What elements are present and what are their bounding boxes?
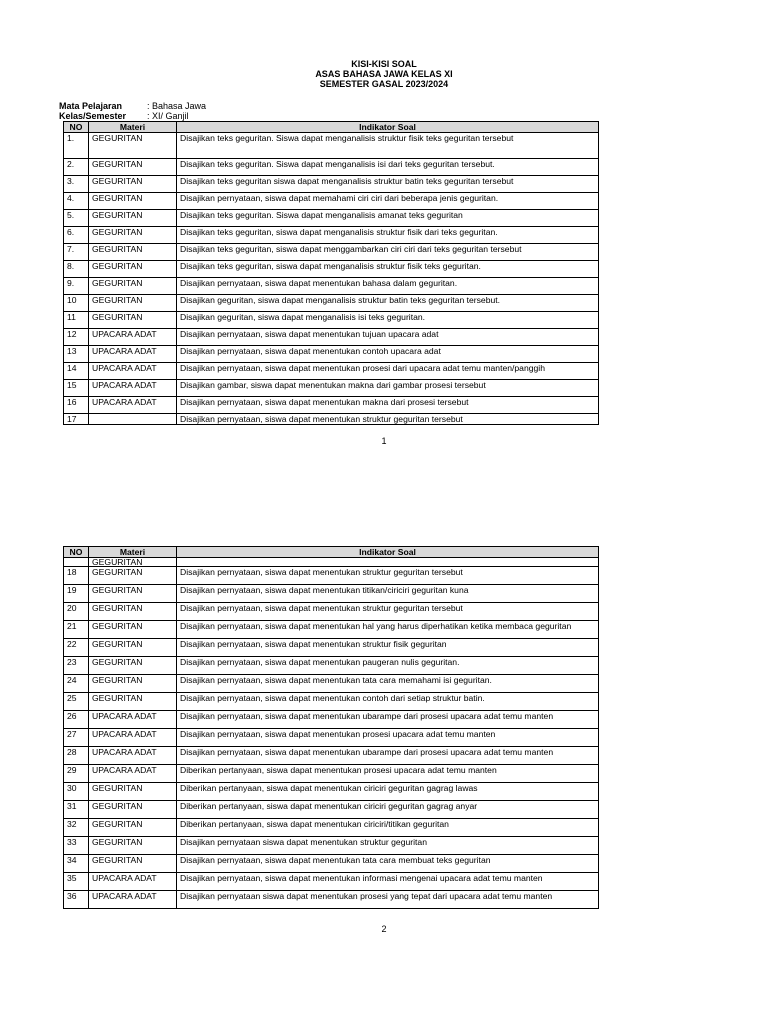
cell-indikator: Disajikan pernyataan, siswa dapat menentukan paugeran nulis geguritan. [177, 657, 599, 675]
cell-no: 34 [64, 855, 89, 873]
meta-subject [59, 101, 206, 111]
col-indikator-header: Indikator Soal [177, 122, 599, 133]
cell-no: 5. [64, 210, 89, 227]
table-row [64, 414, 599, 425]
cell-indikator: Disajikan pernyataan, siswa dapat menentukan tujuan upacara adat [177, 329, 599, 346]
cell-materi: GEGURITAN [89, 693, 177, 711]
cell-no: 13 [64, 346, 89, 363]
cell-indikator: Disajikan gambar, siswa dapat menentukan makna dari gambar prosesi tersebut [177, 380, 599, 397]
cell-materi: GEGURITAN [89, 133, 177, 159]
table-row [64, 747, 599, 765]
cell-indikator: Diberikan pertanyaan, siswa dapat menentukan ciriciri geguritan gagrag lawas [177, 783, 599, 801]
cell-indikator: Disajikan teks geguritan siswa dapat menganalisis struktur batin teks geguritan tersebut [177, 176, 599, 193]
cell-no: 16 [64, 397, 89, 414]
cell-no: 21 [64, 621, 89, 639]
cell-no: 15 [64, 380, 89, 397]
cell-materi: GEGURITAN [89, 837, 177, 855]
cell-indikator: Disajikan pernyataan, siswa dapat menentukan contoh dari setiap struktur batin. [177, 693, 599, 711]
cell-no: 26 [64, 711, 89, 729]
table-row [64, 397, 599, 414]
cell-materi: GEGURITAN [89, 558, 177, 567]
cell-materi: GEGURITAN [89, 855, 177, 873]
table-row [64, 675, 599, 693]
table-row [64, 567, 599, 585]
cell-materi: GEGURITAN [89, 783, 177, 801]
cell-no: 3. [64, 176, 89, 193]
cell-materi: UPACARA ADAT [89, 891, 177, 909]
cell-no: 17 [64, 414, 89, 425]
col-no-header: NO [64, 122, 89, 133]
cell-materi: UPACARA ADAT [89, 729, 177, 747]
cell-materi: GEGURITAN [89, 295, 177, 312]
cell-no: 11 [64, 312, 89, 329]
cell-indikator: Disajikan pernyataan, siswa dapat menentukan contoh upacara adat [177, 346, 599, 363]
doc-title-line2: ASAS BAHASA JAWA KELAS XI [315, 69, 453, 79]
table-row [64, 295, 599, 312]
cell-materi: UPACARA ADAT [89, 711, 177, 729]
cell-materi: GEGURITAN [89, 585, 177, 603]
cell-indikator: Diberikan pertanyaan, siswa dapat menentukan prosesi upacara adat temu manten [177, 765, 599, 783]
doc-title-line1: KISI-KISI SOAL [351, 59, 417, 69]
cell-no: 27 [64, 729, 89, 747]
meta-subject-value: : Bahasa Jawa [147, 101, 207, 111]
cell-indikator [177, 558, 599, 567]
cell-materi: GEGURITAN [89, 261, 177, 278]
table-row [64, 855, 599, 873]
cell-no: 18 [64, 567, 89, 585]
table-row [64, 819, 599, 837]
cell-no [64, 558, 89, 567]
cell-no: 36 [64, 891, 89, 909]
table-row [64, 603, 599, 621]
table-body-page1 [64, 133, 599, 425]
cell-indikator: Disajikan teks geguritan, siswa dapat menganalisis struktur fisik teks geguritan. [177, 261, 599, 278]
cell-indikator: Disajikan teks geguritan, siswa dapat menggambarkan ciri ciri dari teks geguritan tersebut [177, 244, 599, 261]
cell-no: 10 [64, 295, 89, 312]
cell-indikator: Disajikan pernyataan, siswa dapat menentukan prosesi dari upacara adat temu manten/panggih [177, 363, 599, 380]
cell-indikator: Disajikan pernyataan, siswa dapat menentukan titikan/ciriciri geguritan kuna [177, 585, 599, 603]
table-row [64, 837, 599, 855]
table-row [64, 278, 599, 295]
col-no-header: NO [64, 547, 89, 558]
table-row [64, 765, 599, 783]
cell-no: 14 [64, 363, 89, 380]
cell-indikator: Disajikan pernyataan, siswa dapat menentukan prosesi upacara adat temu manten [177, 729, 599, 747]
cell-indikator: Disajikan pernyataan, siswa dapat menentukan tata cara membuat teks geguritan [177, 855, 599, 873]
cell-materi: GEGURITAN [89, 278, 177, 295]
cell-no: 1. [64, 133, 89, 159]
cell-materi: UPACARA ADAT [89, 346, 177, 363]
cell-materi: UPACARA ADAT [89, 873, 177, 891]
cell-indikator: Disajikan geguritan, siswa dapat menganalisis isi teks geguritan. [177, 312, 599, 329]
cell-materi: GEGURITAN [89, 567, 177, 585]
cell-indikator: Disajikan teks geguritan. Siswa dapat menganalisis amanat teks geguritan [177, 210, 599, 227]
table-row [64, 176, 599, 193]
cell-no: 23 [64, 657, 89, 675]
cell-materi: GEGURITAN [89, 193, 177, 210]
cell-no: 22 [64, 639, 89, 657]
table-row [64, 363, 599, 380]
cell-no: 9. [64, 278, 89, 295]
table-row [64, 210, 599, 227]
kisi-table-page2 [63, 546, 599, 909]
cell-materi [89, 414, 177, 425]
cell-no: 19 [64, 585, 89, 603]
cell-indikator: Disajikan pernyataan, siswa dapat menentukan informasi mengenai upacara adat temu manten [177, 873, 599, 891]
cell-materi: GEGURITAN [89, 244, 177, 261]
cell-indikator: Disajikan pernyataan, siswa dapat menentukan makna dari prosesi tersebut [177, 397, 599, 414]
table-row [64, 159, 599, 176]
table-row [64, 783, 599, 801]
table-row [64, 312, 599, 329]
table-row [64, 380, 599, 397]
cell-no: 30 [64, 783, 89, 801]
meta-class-label: Kelas/Semester [59, 111, 127, 121]
cell-indikator: Disajikan pernyataan, siswa dapat menentukan tata cara memahami isi geguritan. [177, 675, 599, 693]
cell-no: 24 [64, 675, 89, 693]
cell-materi: UPACARA ADAT [89, 397, 177, 414]
kisi-table-page1 [63, 121, 599, 425]
cell-indikator: Disajikan pernyataan siswa dapat menentukan struktur geguritan [177, 837, 599, 855]
cell-materi: GEGURITAN [89, 639, 177, 657]
cell-no: 31 [64, 801, 89, 819]
cell-materi: UPACARA ADAT [89, 329, 177, 346]
cell-materi: GEGURITAN [89, 675, 177, 693]
table-header-row [64, 122, 599, 133]
meta-class [59, 111, 189, 121]
cell-materi: GEGURITAN [89, 657, 177, 675]
cell-no: 25 [64, 693, 89, 711]
cell-indikator: Disajikan pernyataan, siswa dapat menentukan struktur fisik geguritan [177, 639, 599, 657]
meta-class-value: : XI/ Ganjil [147, 111, 189, 121]
page-number-1: 1 [381, 436, 387, 446]
cell-indikator: Disajikan pernyataan, siswa dapat menentukan ubarampe dari prosesi upacara adat temu manten [177, 747, 599, 765]
col-indikator-header: Indikator Soal [177, 547, 599, 558]
doc-title-line3: SEMESTER GASAL 2023/2024 [319, 79, 449, 89]
col-materi-header: Materi [89, 547, 177, 558]
table-row [64, 801, 599, 819]
cell-no: 20 [64, 603, 89, 621]
cell-indikator: Diberikan pertanyaan, siswa dapat menentukan ciriciri geguritan gagrag anyar [177, 801, 599, 819]
table-row [64, 693, 599, 711]
table-header-row [64, 547, 599, 558]
cell-no: 6. [64, 227, 89, 244]
col-materi-header: Materi [89, 122, 177, 133]
table-row [64, 346, 599, 363]
cell-no: 2. [64, 159, 89, 176]
cell-materi: GEGURITAN [89, 312, 177, 329]
meta-subject-label: Mata Pelajaran [59, 101, 123, 111]
table-body-page2 [64, 558, 599, 909]
table-row [64, 657, 599, 675]
cell-materi: GEGURITAN [89, 227, 177, 244]
table-row [64, 639, 599, 657]
table-row [64, 621, 599, 639]
cell-no: 8. [64, 261, 89, 278]
cell-no: 29 [64, 765, 89, 783]
cell-no: 4. [64, 193, 89, 210]
table-row [64, 329, 599, 346]
cell-materi: GEGURITAN [89, 801, 177, 819]
cell-materi: UPACARA ADAT [89, 747, 177, 765]
table-row [64, 729, 599, 747]
cell-indikator: Disajikan pernyataan, siswa dapat menentukan ubarampe dari prosesi upacara adat temu manten [177, 711, 599, 729]
table-row [64, 585, 599, 603]
cell-materi: UPACARA ADAT [89, 765, 177, 783]
cell-materi: GEGURITAN [89, 621, 177, 639]
cell-materi: GEGURITAN [89, 210, 177, 227]
table-row [64, 891, 599, 909]
cell-indikator: Disajikan geguritan, siswa dapat menganalisis struktur batin teks geguritan tersebut. [177, 295, 599, 312]
cell-materi: UPACARA ADAT [89, 380, 177, 397]
cell-indikator: Disajikan pernyataan, siswa dapat menentukan struktur geguritan tersebut [177, 414, 599, 425]
table-row [64, 244, 599, 261]
cell-indikator: Disajikan teks geguritan. Siswa dapat menganalisis struktur fisik teks geguritan tersebut [177, 133, 599, 159]
cell-no: 35 [64, 873, 89, 891]
cell-indikator: Disajikan pernyataan, siswa dapat menentukan struktur geguritan tersebut [177, 567, 599, 585]
cell-no: 32 [64, 819, 89, 837]
cell-materi: UPACARA ADAT [89, 363, 177, 380]
cell-no: 12 [64, 329, 89, 346]
cell-indikator: Disajikan teks geguritan. Siswa dapat menganalisis isi dari teks geguritan tersebut. [177, 159, 599, 176]
table-row-carry [64, 558, 599, 567]
cell-indikator: Disajikan teks geguritan, siswa dapat menganalisis struktur fisik dari teks geguritan. [177, 227, 599, 244]
table-row [64, 711, 599, 729]
cell-indikator: Disajikan pernyataan, siswa dapat menentukan struktur geguritan tersebut [177, 603, 599, 621]
cell-no: 33 [64, 837, 89, 855]
cell-indikator: Disajikan pernyataan siswa dapat menentukan prosesi yang tepat dari upacara adat temu manten [177, 891, 599, 909]
cell-indikator: Disajikan pernyataan, siswa dapat menentukan bahasa dalam geguritan. [177, 278, 599, 295]
table-row [64, 193, 599, 210]
cell-no: 28 [64, 747, 89, 765]
cell-indikator: Disajikan pernyataan, siswa dapat memahami ciri ciri dari beberapa jenis geguritan. [177, 193, 599, 210]
table-row [64, 261, 599, 278]
cell-materi: GEGURITAN [89, 603, 177, 621]
table-row [64, 873, 599, 891]
table-row [64, 227, 599, 244]
cell-indikator: Disajikan pernyataan, siswa dapat menentukan hal yang harus diperhatikan ketika membaca geguritan [177, 621, 599, 639]
table-row [64, 133, 599, 159]
cell-materi: GEGURITAN [89, 819, 177, 837]
cell-no: 7. [64, 244, 89, 261]
page-number-2: 2 [381, 924, 387, 934]
cell-indikator: Diberikan pertanyaan, siswa dapat menentukan ciriciri/titikan geguritan [177, 819, 599, 837]
cell-materi: GEGURITAN [89, 176, 177, 193]
cell-materi: GEGURITAN [89, 159, 177, 176]
